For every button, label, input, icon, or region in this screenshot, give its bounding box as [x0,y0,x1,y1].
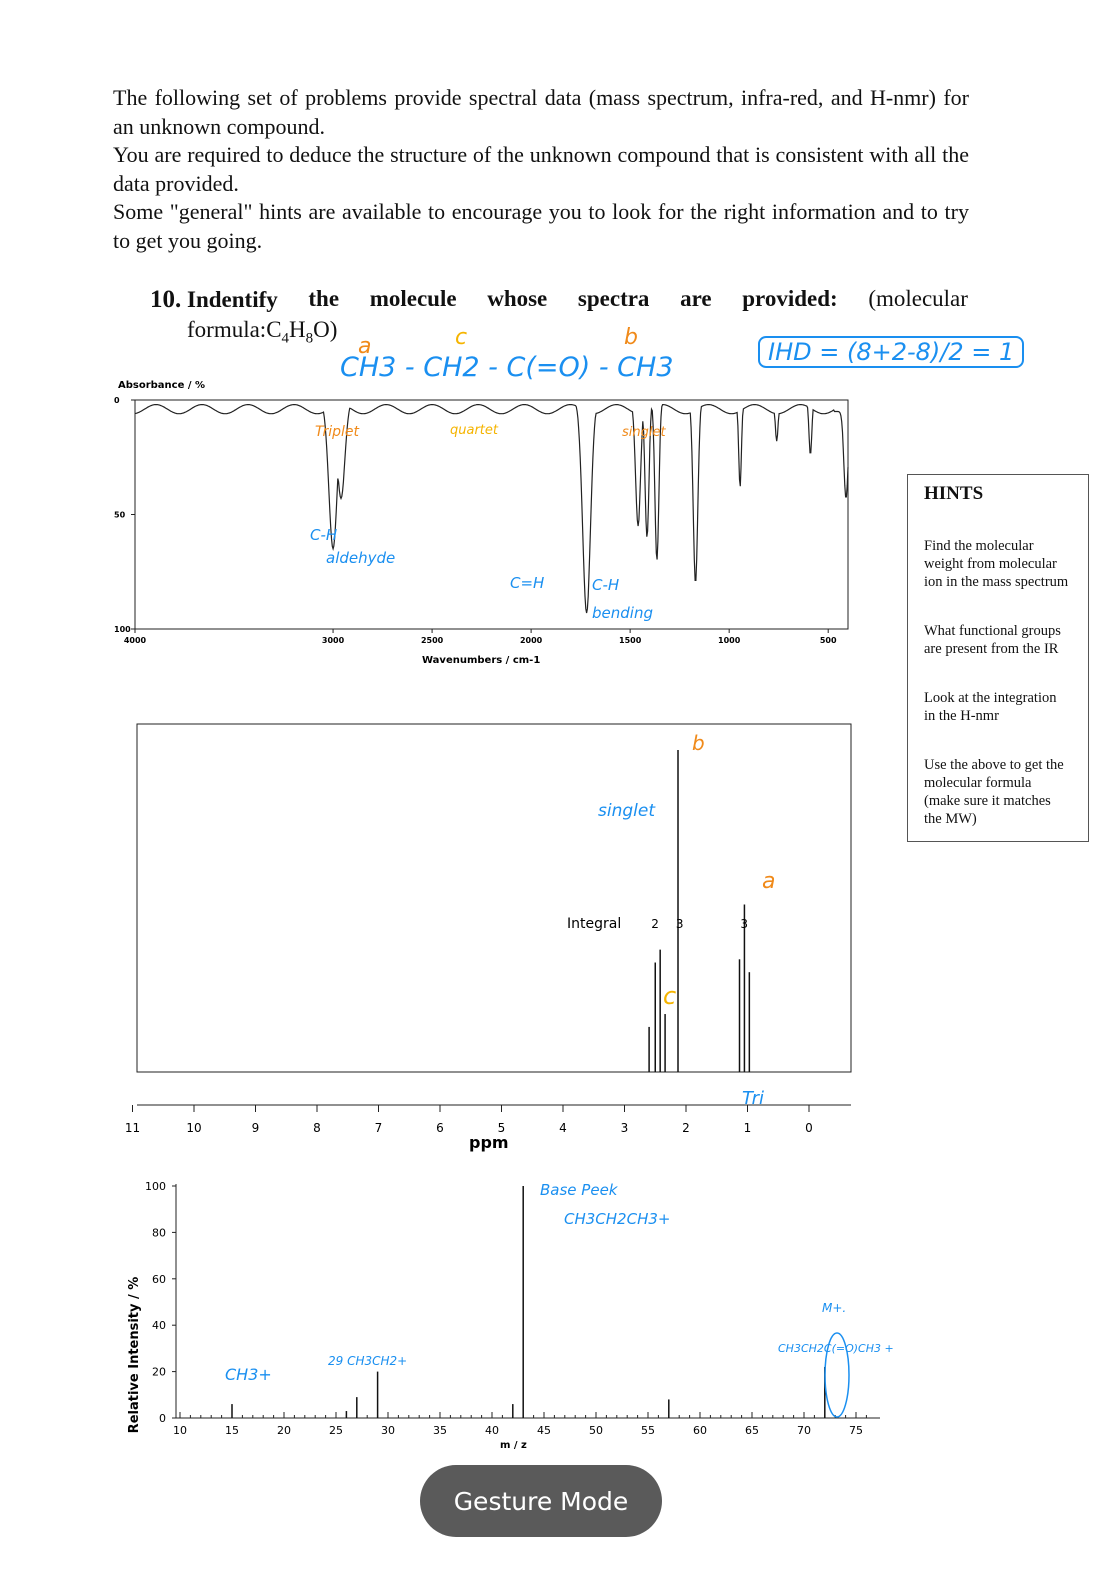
question-word: spectra [577,286,650,311]
ms-ytick-label: 0 [159,1412,166,1425]
question-word: Indentify [187,287,278,312]
ir-xtick-label: 2500 [420,636,444,645]
ms-mplus-annotation: M+. [822,1301,847,1315]
nmr-a-annotation: a [762,869,776,894]
nmr-b-annotation: b [692,731,705,755]
ms-ytick-label: 60 [152,1272,166,1286]
structure-annotation: CH3 - CH2 - C(=O) - CH3 [340,352,674,383]
hint-2: What functional groups are present from the IR [924,623,1061,657]
ir-bending-annotation: bending [592,604,653,622]
intro-paragraph: The following set of problems provide spectral data (mass spectrum, infra-red, and H-nmr) for an unknown compound. [113,85,969,139]
nmr-c-annotation: c [663,982,677,1010]
ir-aldehyde-annotation: aldehyde [326,549,396,567]
nmr-xtick-label: 7 [374,1121,383,1135]
molecular-formula: $formula:C_4H_8O$) [187,317,338,347]
question-word: are [680,286,712,311]
nmr-xlabel: ppm [469,1133,509,1152]
quartet-annotation: quartet [450,423,498,438]
ms-xtick-label: 40 [485,1424,499,1437]
ms-xtick-label: 15 [225,1424,239,1437]
triplet-annotation: Triplet [315,424,359,440]
ms-chart [118,1170,894,1460]
nmr-xtick-label: 10 [186,1121,202,1135]
question-word: (molecular [868,286,968,311]
hint-3: Look at the integration in the H-nmr [924,690,1057,724]
ms-xtick-label: 45 [537,1424,551,1437]
ir-ytick-label: 100 [114,625,131,634]
ms-ytick-label: 40 [152,1319,166,1333]
nmr-xtick-label: 4 [559,1121,567,1135]
nmr-xtick-label: 5 [497,1121,506,1135]
ms-xtick-label: 60 [693,1424,707,1437]
nmr-integral-value: 2 [651,917,659,931]
ms-xtick-label: 25 [329,1424,343,1437]
ms-ytick-label: 80 [152,1226,166,1240]
ms-mol-ion-annotation: CH3CH2C(=O)CH3 + [778,1342,894,1355]
nmr-xtick-label: 11 [124,1121,141,1135]
nmr-xtick-label: 3 [620,1121,629,1135]
label-b: b [624,325,638,350]
hint-4: Use the above to get the molecular formula (make sure it matches the MW) [924,757,1064,827]
ir-ch2-annotation: C-H [592,576,620,594]
question-word: provided: [742,286,838,311]
label-a: a [358,334,372,359]
ms-xtick-label: 70 [797,1424,811,1437]
question-word: the [308,286,340,311]
ms-ch3-annotation: CH3+ [225,1365,272,1384]
ms-xtick-label: 10 [173,1424,187,1437]
ms-29-annotation: 29 CH3CH2+ [328,1354,408,1368]
ms-xtick-label: 50 [589,1424,603,1437]
nmr-xtick-label: 0 [805,1121,813,1135]
intro-text [113,84,969,255]
ms-xtick-label: 65 [745,1424,759,1437]
ir-xtick-label: 3000 [321,636,345,645]
ir-ytick-label: 50 [114,510,126,520]
ms-ytick-label: 100 [145,1180,166,1193]
ms-xtick-label: 35 [433,1424,447,1437]
ir-ch-annotation: C-H [310,526,338,544]
label-c: c [455,325,468,350]
ir-xtick-label: 4000 [123,636,147,645]
nmr-integral-value: 3 [740,917,749,931]
nmr-singlet-annotation: singlet [598,801,655,821]
nmr-chart [124,720,860,1155]
ms-xtick-label: 75 [849,1424,863,1437]
nmr-xtick-label: 8 [313,1121,321,1135]
question-word: whose [487,286,548,311]
nmr-xtick-label: 9 [251,1121,260,1135]
question-number: 10. [150,286,182,313]
ms-xlabel: m / z [500,1440,527,1451]
ms-ylabel: Relative Intensity / % [127,1276,142,1434]
ms-xtick-label: 55 [641,1424,655,1437]
ihd-annotation: IHD = (8+2-8)/2 = 1 [758,336,1024,368]
nmr-xtick-label: 1 [743,1121,752,1135]
ir-xlabel: Wavenumbers / cm-1 [422,655,541,666]
ir-xtick-label: 500 [819,636,837,645]
nmr-xtick-label: 6 [436,1121,444,1135]
question-word: molecule [369,286,457,311]
ir-xtick-label: 2000 [519,636,543,645]
ir-xtick-label: 1500 [619,636,642,645]
ir-xtick-label: 1000 [718,636,741,645]
ms-base-annotation: Base Peek [540,1181,618,1199]
hints-panel [907,474,1089,842]
ms-xtick-label: 30 [381,1424,395,1437]
ms-xtick-label: 20 [277,1424,291,1437]
ir-chart [110,378,850,678]
ms-ytick-label: 20 [152,1365,166,1379]
gesture-mode-button[interactable]: Gesture Mode [420,1465,662,1537]
intro-paragraph: You are required to deduce the structure of the unknown compound that is consistent with all the data provided. [113,142,969,196]
ms-base-ion-annotation: CH3CH2CH3+ [564,1210,671,1228]
singlet-annotation: singlet [622,425,666,440]
ir-ceo-annotation: C=H [510,574,545,592]
nmr-integral-value: 3 [675,917,684,931]
hint-1: Find the molecular weight from molecular ion in the mass spectrum [924,538,1069,590]
nmr-tri-annotation: Tri [742,1088,764,1109]
intro-paragraph: Some "general" hints are available to encourage you to look for the right information and to try to get you going. [113,199,969,253]
hints-title: HINTS [924,483,984,504]
nmr-integral-label: Integral [567,916,622,932]
nmr-xtick-label: 2 [682,1121,690,1135]
ir-ylabel: Absorbance / % [118,380,206,391]
ir-ytick-label: 0 [114,396,120,405]
question-line [150,286,968,314]
